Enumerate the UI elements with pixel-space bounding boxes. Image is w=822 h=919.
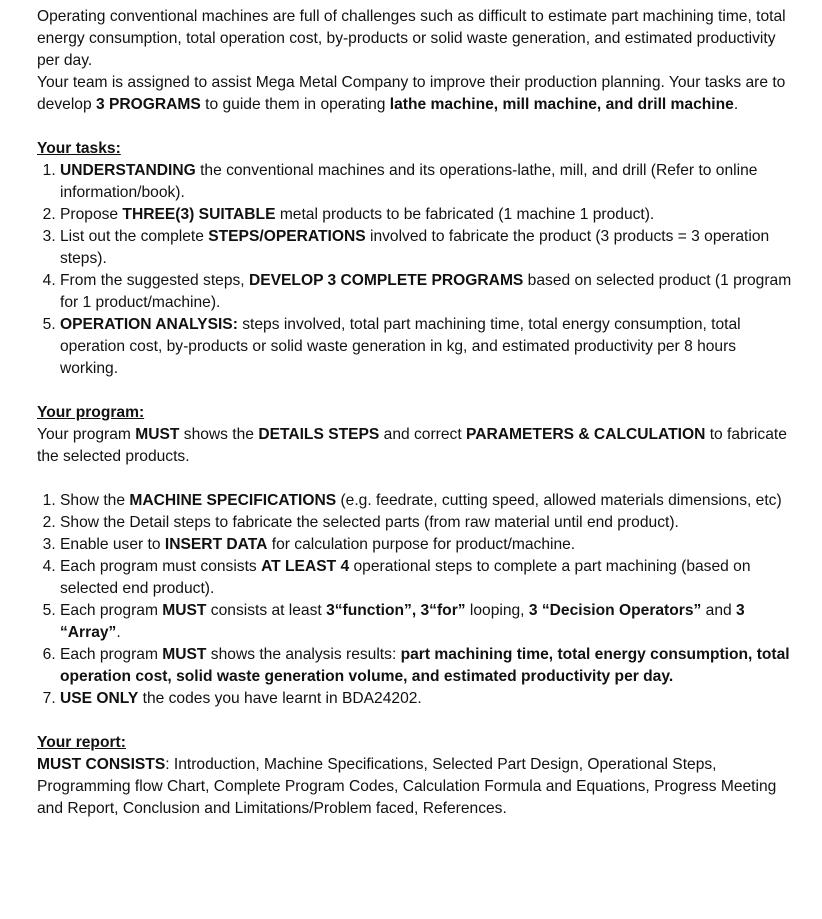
bold-text: 3“function”, 3“for” [326, 602, 466, 619]
text-run: (e.g. feedrate, cutting speed, allowed materials dimensions, etc) [336, 492, 782, 509]
bold-text: OPERATION ANALYSIS: [60, 316, 238, 333]
text-run: to guide them in operating [200, 96, 390, 113]
program-item [60, 600, 792, 644]
bold-text: lathe machine, mill machine, and drill machine [389, 96, 734, 113]
text-run: Each program [60, 602, 163, 619]
text-run: Propose [60, 206, 123, 223]
program-heading: Your program: [37, 404, 145, 421]
text-run: and correct [379, 426, 466, 443]
text-run: for calculation purpose for product/machine. [267, 536, 576, 553]
task-item [60, 204, 792, 226]
text-run: Your program [37, 426, 136, 443]
text-run: List out the complete [60, 228, 209, 245]
text-run: to fabricate the selected products. [37, 426, 787, 465]
bold-text: MUST CONSISTS [37, 756, 166, 773]
text-run: based on selected product (1 program for 1 product/machine). [60, 272, 792, 311]
text-run: steps involved, total part machining time, total energy consumption, total operation cost, by-products or solid waste generation in kg, and estimated productivity per 8 hours working. [60, 316, 741, 377]
program-item [60, 534, 792, 556]
bold-text: PARAMETERS & CALCULATION [466, 426, 706, 443]
text-run: : Introduction, Machine Specifications, Selected Part Design, Operational Steps, Programming flow Chart, Complete Program Codes, Calculation Formula and Equations, Progress Meeting and Report, Conclusion and Limitations/Problem faced, References. [37, 756, 777, 817]
text-run: and [701, 602, 736, 619]
bold-text: USE ONLY [60, 690, 139, 707]
program-item [60, 644, 792, 688]
text-run: Show the [60, 492, 130, 509]
text-run: Each program [60, 646, 163, 663]
program-item [60, 556, 792, 600]
bold-text: 3 “Array” [60, 602, 745, 641]
text-run: . [116, 624, 121, 641]
bold-text: THREE(3) SUITABLE [122, 206, 276, 223]
program-requirements-list [37, 490, 792, 710]
text-run: operational steps to complete a part machining (based on selected end product). [60, 558, 751, 597]
bold-text: UNDERSTANDING [60, 162, 196, 179]
task-item [60, 270, 792, 314]
report-paragraph [37, 754, 792, 820]
bold-text: MUST [135, 426, 180, 443]
bold-text: DEVELOP 3 COMPLETE PROGRAMS [248, 272, 524, 289]
text-run: Enable user to [60, 536, 165, 553]
bold-text: MUST [162, 646, 207, 663]
text-run: shows the analysis results: [206, 646, 401, 663]
program-item [60, 490, 792, 512]
task-item [60, 160, 792, 204]
report-heading: Your report: [37, 734, 126, 751]
bold-text: part machining time, total energy consumption, total operation cost, solid waste generation volume, and estimated productivity per day. [60, 646, 790, 685]
text-run: the conventional machines and its operations-lathe, mill, and drill (Refer to online information/book). [60, 162, 758, 201]
bold-text: MACHINE SPECIFICATIONS [129, 492, 337, 509]
bold-text: AT LEAST 4 [261, 558, 350, 575]
tasks-list [37, 160, 792, 380]
text-run: Your team is assigned to assist Mega Metal Company to improve their production planning. Your tasks are to develop [37, 74, 786, 113]
program-item [60, 512, 792, 534]
bold-text: 3 PROGRAMS [95, 96, 201, 113]
bold-text: MUST [162, 602, 207, 619]
intro-paragraph: Operating conventional machines are full of challenges such as difficult to estimate part machining time, total energy consumption, total operation cost, by-products or solid waste generation, and estimated productivity per day. [37, 8, 786, 69]
text-run: metal products to be fabricated (1 machine 1 product). [275, 206, 655, 223]
text-run: consists at least [206, 602, 327, 619]
team-assignment-paragraph [37, 72, 792, 116]
text-run: From the suggested steps, [60, 272, 249, 289]
bold-text: 3 “Decision Operators” [528, 602, 702, 619]
text-run: the codes you have learnt in BDA24202. [138, 690, 422, 707]
text-run: Each program must consists [60, 558, 262, 575]
text-run: looping, [465, 602, 529, 619]
tasks-heading: Your tasks: [37, 140, 121, 157]
bold-text: STEPS/OPERATIONS [208, 228, 366, 245]
text-run: Show the Detail steps to fabricate the selected parts (from raw material until end product). [60, 514, 679, 531]
task-item [60, 226, 792, 270]
bold-text: DETAILS STEPS [258, 426, 380, 443]
task-item [60, 314, 792, 380]
bold-text: INSERT DATA [164, 536, 268, 553]
text-run: shows the [179, 426, 259, 443]
text-run: involved to fabricate the product (3 products = 3 operation steps). [60, 228, 770, 267]
program-intro-paragraph [37, 424, 792, 468]
text-run: . [733, 96, 739, 113]
program-item [60, 688, 792, 710]
